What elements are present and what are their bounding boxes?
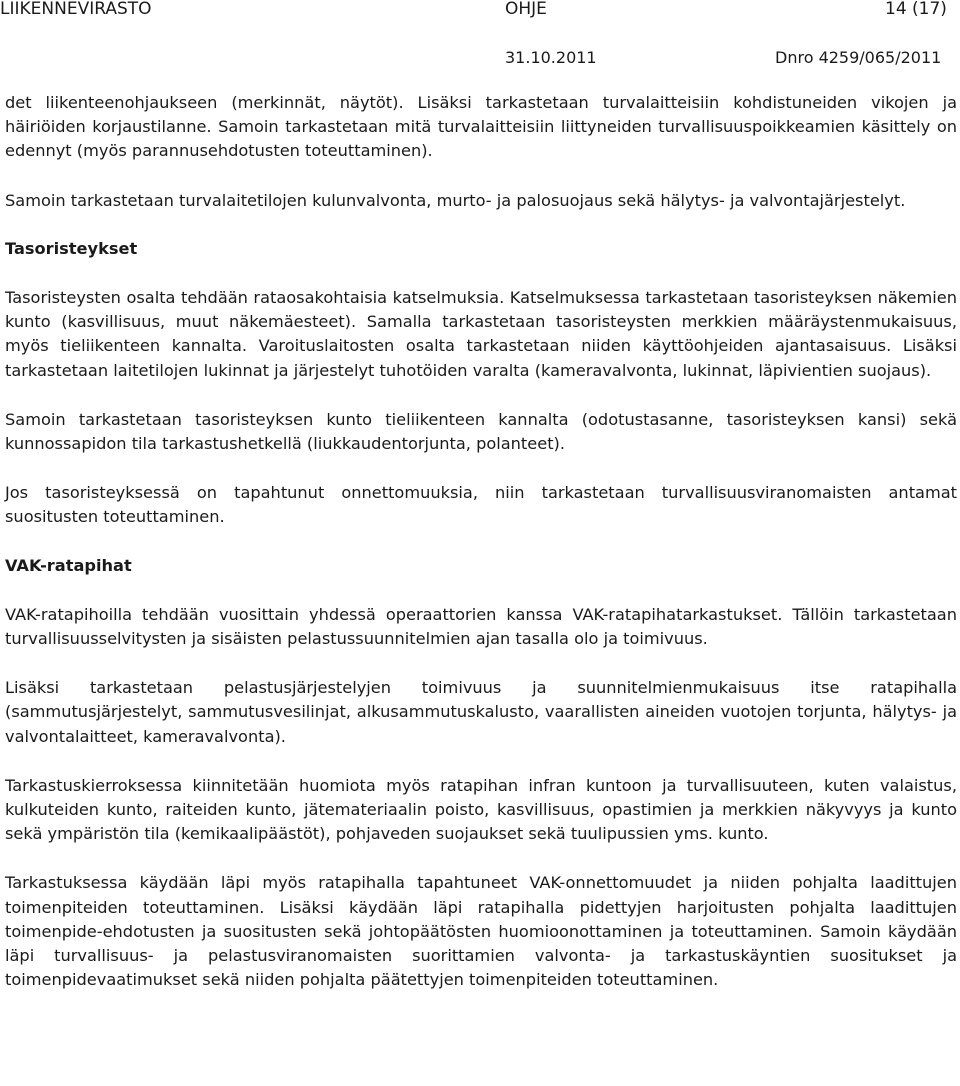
body-paragraph: Samoin tarkastetaan tasoristeyksen kunto tieliikenteen kannalta (odotustasanne, tasoristeyksen kansi) sekä kunnossapidon tila tarkastushetkellä (liukkaudentorjunta, polanteet). <box>5 409 957 454</box>
page-subheader <box>0 46 960 70</box>
document-body <box>5 91 957 992</box>
body-paragraph: VAK-ratapihoilla tehdään vuosittain yhdessä operaattorien kanssa VAK-ratapihatarkastukset. Tällöin tarkastetaan turvallisuusselvitysten ja sisäisten pelastussuunnitelmien ajan tasalla olo ja toimivuus. <box>5 604 957 649</box>
section-heading-tasoristeykset: Tasoristeykset <box>5 238 138 258</box>
body-paragraph: Tasoristeysten osalta tehdään rataosakohtaisia katselmuksia. Katselmuksessa tarkastetaan tasoristeyksen näkemien kunto (kasvillisuus, muut näkemäesteet). Samalla tarkastetaan tasoristeysten merkkien määräystenmukaisuus, myös tieliikenteen kannalta. Varoituslaitosten osalta tarkastetaan niiden käyttöohjeiden ajantasaisuus. Lisäksi tarkastetaan laitetilojen lukinnat ja järjestelyt tuhotöiden varalta (kameravalvonta, lukinnat, läpivientien suojaus). <box>5 288 957 380</box>
body-paragraph: Lisäksi tarkastetaan pelastusjärjestelyjen toimivuus ja suunnitelmienmukaisuus itse ratapihalla (sammutusjärjestelyt, sammutusvesilinjat, alkusammutuskalusto, vaarallisten aineiden vuotojen torjunta, hälytys- ja valvontalaitteet, kameravalvonta). <box>5 678 957 746</box>
body-paragraph: Tarkastuksessa käydään läpi myös ratapihalla tapahtuneet VAK-onnettomuudet ja niiden pohjalta laadittujen toimenpiteiden toteuttaminen. Lisäksi käydään läpi ratapihalla pidettyjen harjoitusten pohjalta laadittujen toimenpide-ehdotusten ja suositusten sekä johtopäätösten huomioonottaminen ja toteuttaminen. Samoin käydään läpi turvallisuus- ja pelastusviranomaisten suorittamien valvonta- ja tarkastuskäyntien suositukset ja toimenpidevaatimukset sekä niiden pohjalta päätettyjen toimenpiteiden toteuttaminen. <box>5 873 957 990</box>
body-paragraph: Jos tasoristeyksessä on tapahtunut onnettomuuksia, niin tarkastetaan turvallisuusviranomaisten antamat suositusten toteuttaminen. <box>5 483 957 527</box>
body-paragraph: det liikenteenohjaukseen (merkinnät, näytöt). Lisäksi tarkastetaan turvalaitteisiin kohdistuneiden vikojen ja häiriöiden korjaustilanne. Samoin tarkastetaan mitä turvalaitteisiin liittyneiden turvallisuuspoikkeamien käsittely on edennyt (myös parannusehdotusten toteuttaminen). <box>5 93 957 161</box>
body-paragraph: Samoin tarkastetaan turvalaitetilojen kulunvalvonta, murto- ja palosuojaus sekä hälytys- ja valvontajärjestelyt. <box>5 190 906 210</box>
header-date: 31.10.2011 <box>505 48 597 67</box>
header-page-number: 14 (17) <box>885 0 947 19</box>
header-organization: LIIKENNEVIRASTO <box>0 0 152 19</box>
page-header <box>0 0 960 21</box>
header-reference-number: Dnro 4259/065/2011 <box>775 48 942 67</box>
header-document-type: OHJE <box>505 0 547 19</box>
body-paragraph: Tarkastuskierroksessa kiinnitetään huomiota myös ratapihan infran kuntoon ja turvallisuuteen, kuten valaistus, kulkuteiden kunto, raiteiden kunto, jätemateriaalin poisto, kasvillisuus, opastimien ja merkkien näkyvyys ja kunto sekä ympäristön tila (kemikaalipäästöt), pohjaveden suojaukset sekä tuulipussien yms. kunto. <box>5 775 957 844</box>
section-heading-vak-ratapihat: VAK-ratapihat <box>5 555 132 575</box>
